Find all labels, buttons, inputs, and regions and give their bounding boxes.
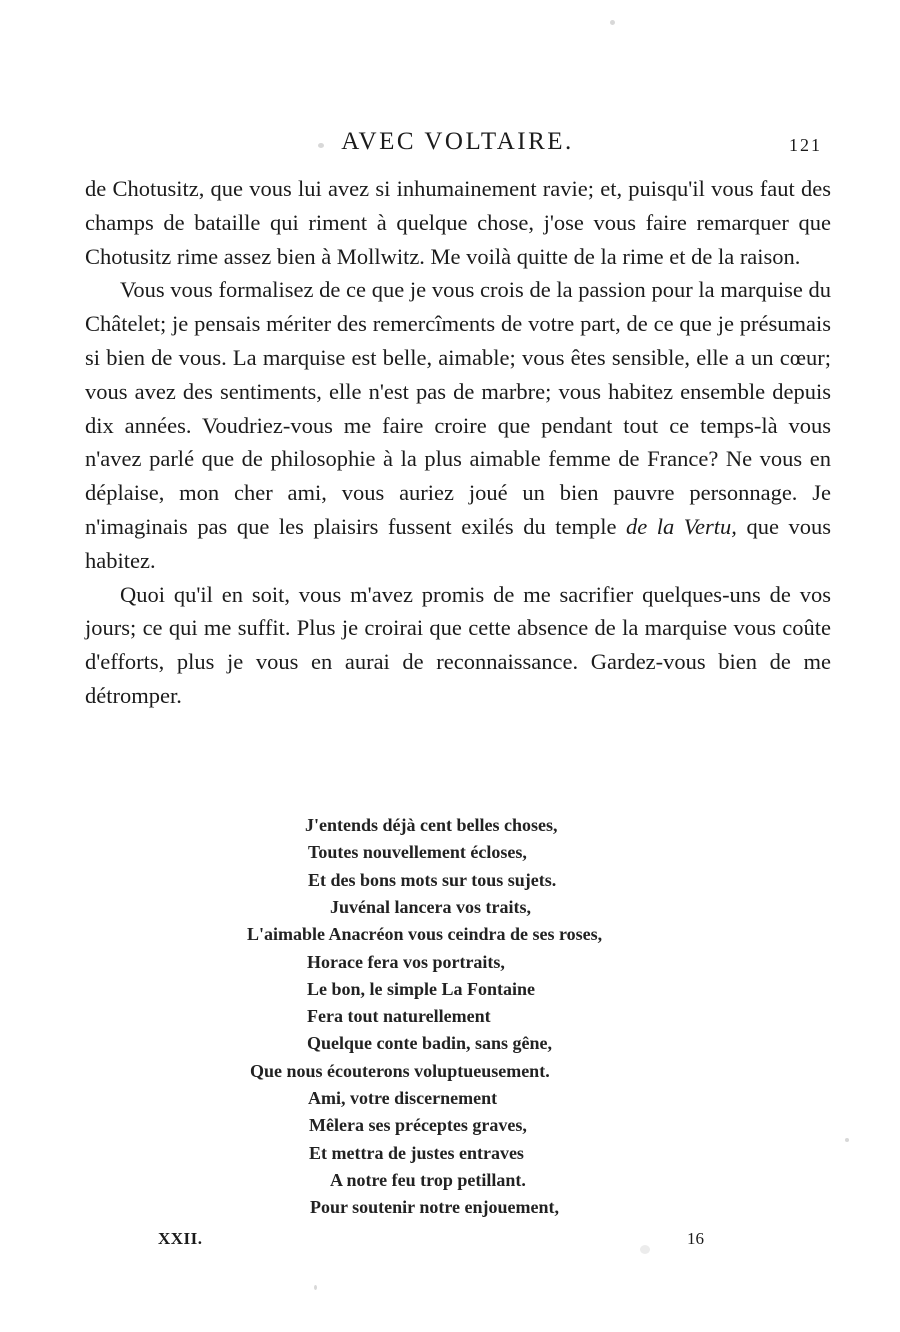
sheet-number: 16 xyxy=(687,1229,704,1248)
verse-line: Le bon, le simple La Fontaine xyxy=(307,978,536,999)
verse-line: Pour soutenir notre enjouement, xyxy=(310,1197,559,1218)
paragraph-2 xyxy=(85,273,831,577)
running-head xyxy=(85,128,830,164)
paper-speck xyxy=(845,1138,849,1142)
paper-speck xyxy=(640,1245,650,1254)
verse-line: J'entends déjà cent belles choses, xyxy=(305,815,558,835)
paragraph-2-italic: de la Vertu, xyxy=(626,513,737,539)
paragraph-3 xyxy=(85,578,831,713)
paper-speck xyxy=(314,1285,317,1290)
verse-line: Quelque conte badin, sans gêne, xyxy=(307,1033,553,1054)
verse-line: Fera tout naturellement xyxy=(307,1006,491,1027)
verse-line: Toutes nouvellement écloses, xyxy=(308,842,527,863)
paragraph-1 xyxy=(85,172,831,273)
prose-body xyxy=(85,172,831,713)
running-title: AVEC VOLTAIRE. xyxy=(341,128,574,155)
verse-line: Et des bons mots sur tous sujets. xyxy=(308,869,557,890)
verse-line: Mêlera ses préceptes graves, xyxy=(309,1115,527,1136)
verse-line: L'aimable Anacréon vous ceindra de ses roses, xyxy=(247,924,603,945)
paragraph-2-text-end: que vous habitez. xyxy=(85,513,831,573)
verse-line: Et mettra de justes entraves xyxy=(309,1142,524,1163)
verse-line: Horace fera vos portraits, xyxy=(307,951,505,972)
paper-speck xyxy=(318,143,324,148)
page-number: 121 xyxy=(789,135,822,155)
verse-line: Juvénal lancera vos traits, xyxy=(330,896,531,917)
verse-line: A notre feu trop petillant. xyxy=(330,1169,526,1190)
paper-speck xyxy=(610,20,615,25)
paragraph-3-text: Quoi qu'il en soit, vous m'avez promis de me sacrifier quelques-uns de vos jours; ce qui me suffit. Plus je croirai que cette absence de la marquise vous coûte d'efforts, plus je vous en aurai de reconnaissance. Gardez-vous bien de me détromper. xyxy=(85,581,831,708)
verse-line: Ami, votre discernement xyxy=(308,1088,498,1108)
verse-line: Que nous écouterons voluptueusement. xyxy=(250,1060,550,1081)
signature-mark: XXII. xyxy=(158,1229,203,1248)
paragraph-2-text: Vous vous formalisez de ce que je vous crois de la passion pour la marquise du Châtelet; je pensais mériter des remercîments de votre part, de ce que je présumais si bien de vous. La marquise est belle, aimable; vous êtes sensible, elle a un cœur; vous avez des sentiments, elle n'est pas de marbre; vous habitez ensemble depuis dix années. Voudriez-vous me faire croire que pendant tout ce temps-là vous n'avez parlé que de philosophie à la plus aimable femme de France? Ne vous en déplaise, mon cher ami, vous auriez joué un bien pauvre personnage. Je n'imaginais pas que les plaisirs fussent exilés du temple xyxy=(85,277,831,539)
paragraph-1-text: de Chotusitz, que vous lui avez si inhumainement ravie; et, puisqu'il vous faut des champs de bataille qui riment à quelque chose, j'ose vous faire remarquer que Chotusitz rime assez bien à Mollwitz. Me voilà quitte de la rime et de la raison. xyxy=(85,176,831,269)
